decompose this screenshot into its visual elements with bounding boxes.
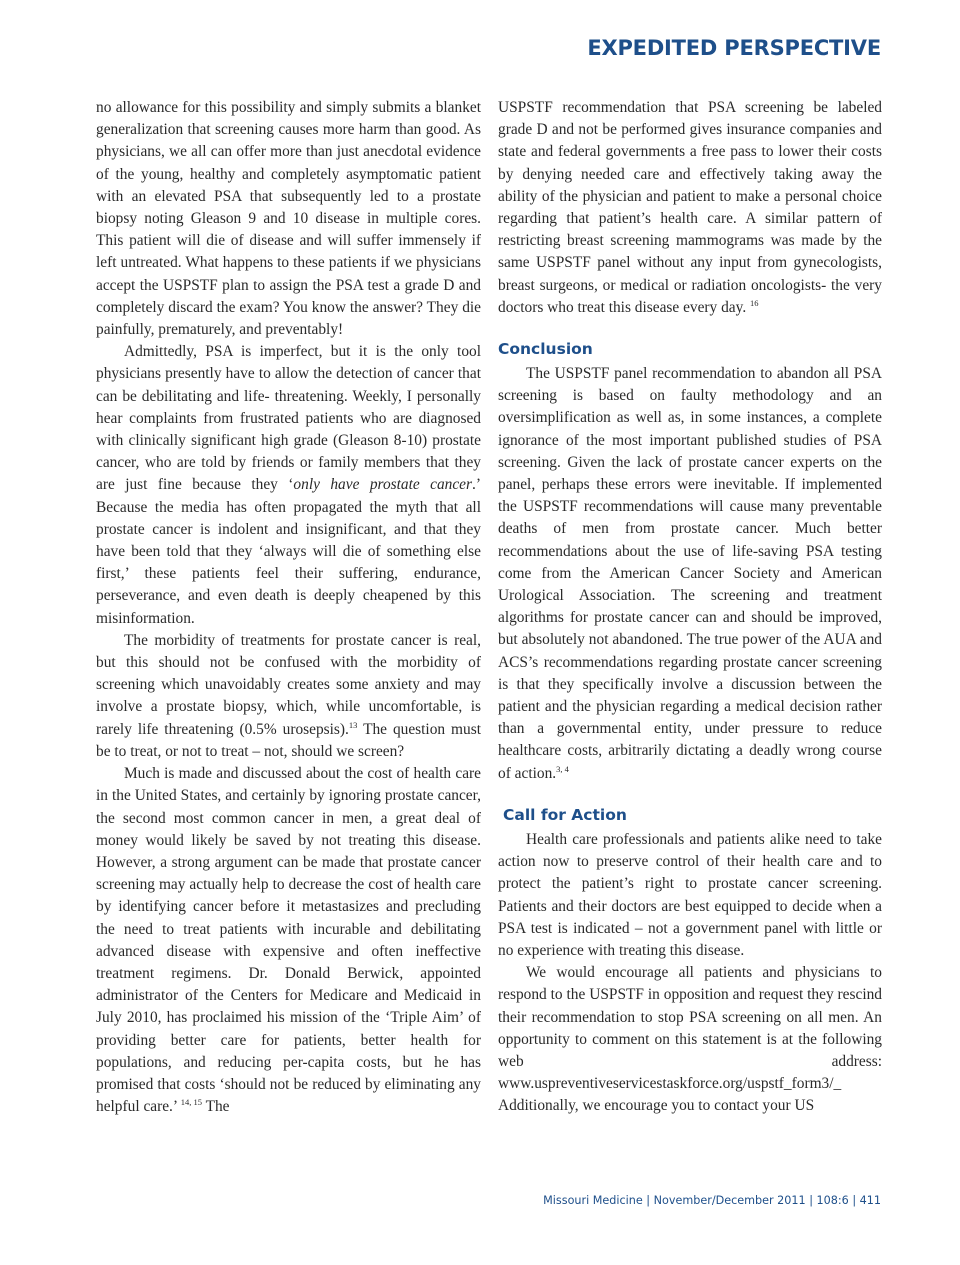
left-column [96,97,481,1118]
conclusion-text: The USPSTF panel recommendation to abandon all PSA screening is based on faulty methodology and an oversimplification as well as, in some instances, a complete ignorance of the most important published studies of PSA screening. Given the lack of prostate cancer experts on the panel, perhaps these errors were inevitable. If implemented the USPSTF recommendations will cause many preventable deaths of men from prostate cancer. Much better recommendations about the use of life-saving PSA testing come from the American Cancer Society and American Urological Association. The screening and treatment algorithms for prostate cancer can and should be improved, but absolutely not abandoned. The true power of the AUA and ACS’s recommendations regarding prostate cancer screening is that they specifically involve a discussion between the patient and the physician regarding a medical decision rather than a governmental entity, under pressure to reduce healthcare costs, arbitrarily dictating a deadly wrong course of action. [498,365,882,782]
right-column [498,97,882,1118]
left-p4-text-a: Much is made and discussed about the cost of health care in the United States, and certainly by ignoring prostate cancer, the second most common cancer in men, a great deal of money would likely be saved by not treating this disease. However, a strong argument can be made that prostate cancer screening may actually help to decrease the cost of health care by identifying cancer before it metastasizes and precluding the need to treat patients with incurable and debilitating advanced disease with expensive and often ineffective treatment regimens. Dr. Donald Berwick, appointed administrator of the Centers for Medicare and Medicaid in July 2010, has proclaimed his mission of the ‘Triple Aim’ of providing better care for patients, better health for populations, and reducing per-capita costs, but he has promised that costs ‘should not be reduced by eliminating any helpful care.’ [96,765,481,1116]
call-for-action-heading: Call for Action [503,805,627,824]
reference-14-15: 14, 15 [180,1097,202,1108]
left-p4-text-b: The [202,1098,230,1116]
page-footer: Missouri Medicine | November/December 2011 | 108:6 | 411 [543,1194,881,1207]
cta-paragraph-1: Health care professionals and patients alike need to take action now to preserve control of their health care and to protect the patient’s right to prostate cancer screening. Patients and their doctors are best equipped to decide when a PSA test is indicated – not a government panel with little or no experience with treating this disease. [498,830,882,959]
left-p3-text-a: The morbidity of treatments for prostate cancer is real, but this should not be confused with the morbidity of screening which unavoidably creates some anxiety and may involve a prostate biopsy, which, while uncomfortable, is rarely life threatening (0.5% urosepsis). [96,631,481,738]
left-p2-text-a: Admittedly, PSA is imperfect, but it is the only tool physicians presently have to allow the detection of cancer that can be debilitating and life- threatening. Weekly, I personally hear complaints from frustrated patients who are diagnosed with clinically significant high grade (Gleason 8-10) prostate cancer, who are told by friends or family members that they are just fine because they ‘ [96,343,481,494]
reference-16: 16 [750,297,759,308]
cta-paragraph-2: We would encourage all patients and physicians to respond to the USPSTF in opposition and request they rescind their recommendation to stop PSA screening on all men. An opportunity to comment on this statement is at the following web address: www.uspreventiveservicestaskforce.org/uspstf_form3/_ Additionally, we encourage you to contact your US [498,964,882,1115]
left-paragraph-1: no allowance for this possibility and simply submits a blanket generalization that screening causes more harm than good. As physicians, we all can offer more than just anecdotal evidence of the young, healthy and completely asymptomatic patient with an elevated PSA that subsequently led to a prostate biopsy noting Gleason 9 and 10 disease in multiple cores. This patient will die of disease and will suffer immensely if left untreated. What happens to these patients if we physicians accept the USPSTF plan to assign the PSA test a grade D and completely discard the exam? You know the answer? They die painfully, prematurely, and preventably! [96,99,481,339]
right-paragraph-1 [498,97,882,319]
reference-3-4: 3, 4 [556,763,569,774]
left-paragraph-2 [96,341,481,630]
left-paragraph-4 [96,763,481,1118]
section-header: EXPEDITED PERSPECTIVE [587,36,881,60]
right-p1-text: USPSTF recommendation that PSA screening be labeled grade D and not be performed gives insurance companies and state and federal governments a free pass to lower their costs by denying needed care and effectively taking away the ability of the physician and patient to make a personal choice regarding that patient’s health care. A similar pattern of restricting breast screening mammograms was made by the same USPSTF panel without any input from gynecologists, breast surgeons, or medical or radiation oncologists- the very doctors who treat this disease every day. [498,99,882,316]
reference-13: 13 [348,719,358,730]
left-p2-italic: only have prostate cancer [293,476,473,494]
left-p2-text-b: .’ Because the media has often propagated the myth that all prostate cancer is indolent and insignificant, and that they have been told that they ‘always will die of something else first,’ these patients feel their suffering, endurance, perseverance, and even death is deeply cheapened by this misinformation. [96,476,481,627]
conclusion-paragraph [498,363,882,785]
conclusion-heading: Conclusion [498,340,593,359]
left-paragraph-3 [96,630,481,763]
left-p3-text-b: The question must be to treat, or not to treat – not, should we screen? [96,720,481,760]
